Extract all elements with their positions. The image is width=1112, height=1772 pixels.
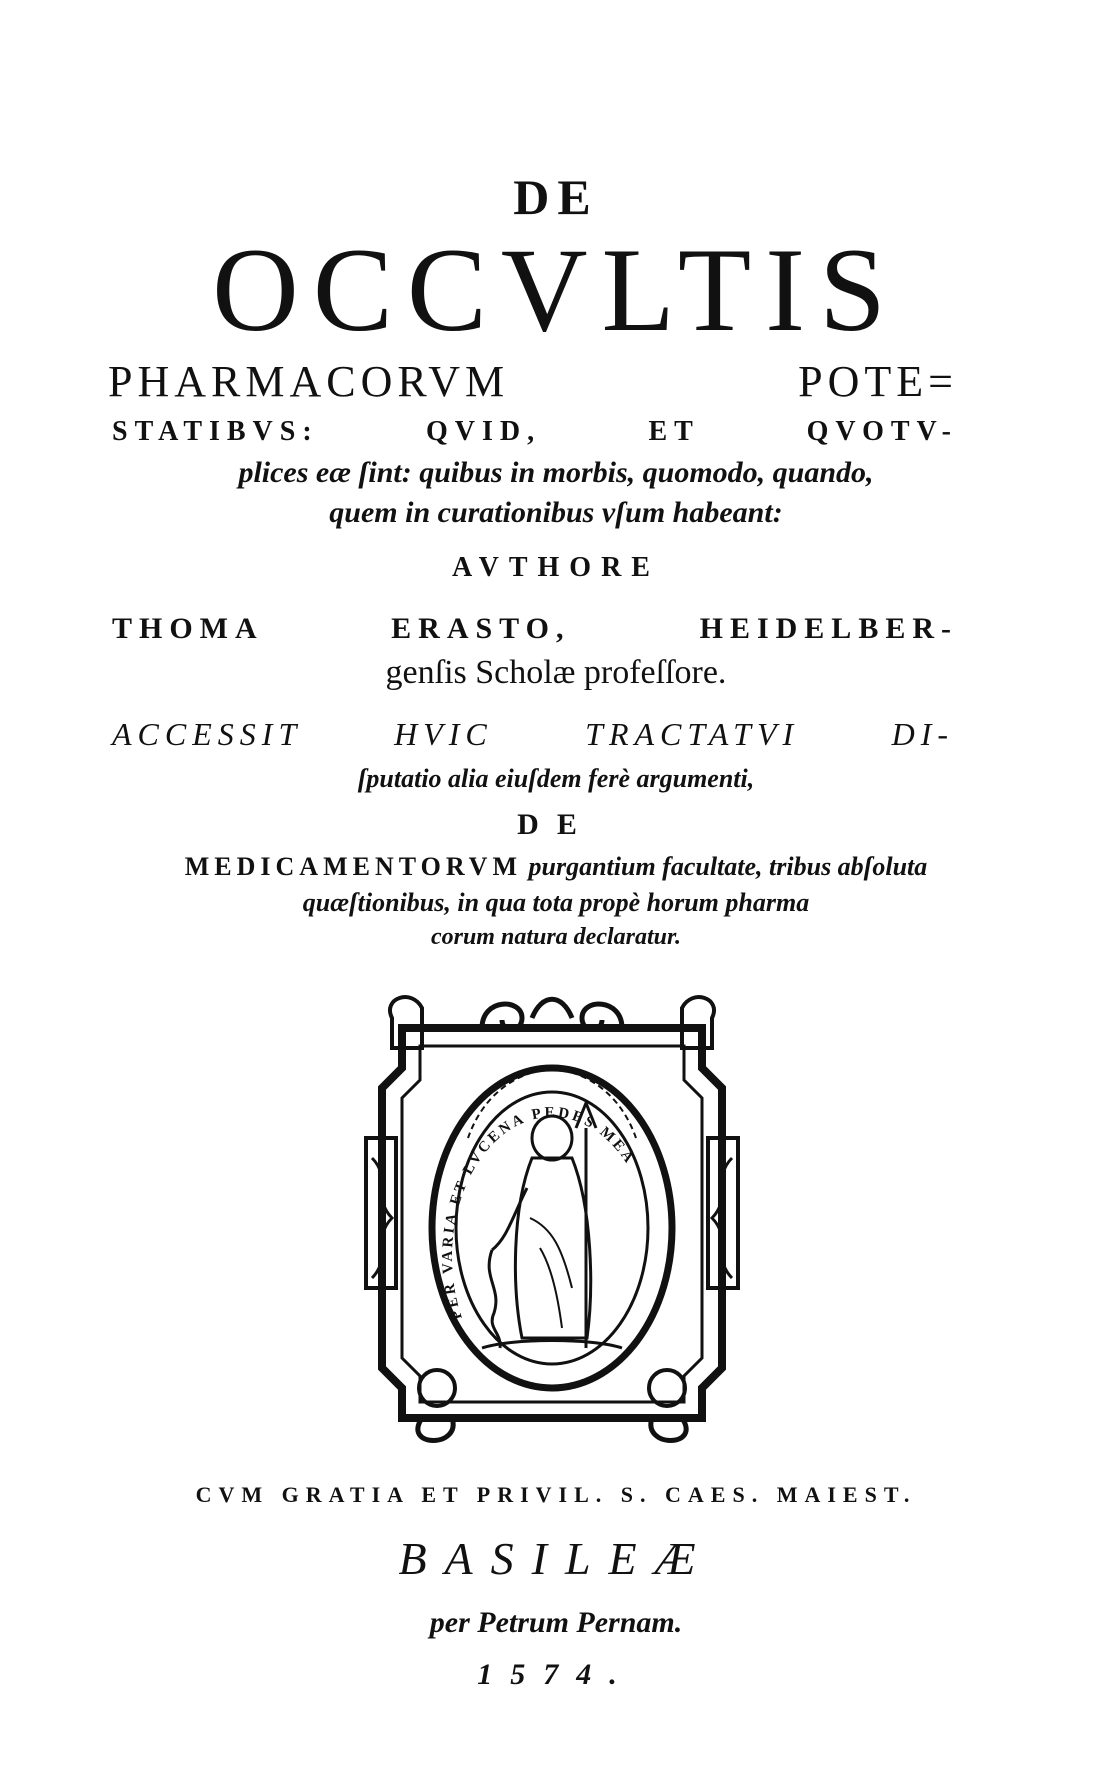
title-line-4: quem in curationibus vſum habeant: [329,496,783,529]
privilege-line: CVM GRATIA ET PRIVIL. S. CAES. MAIEST. [195,1482,917,1507]
addendum-line-3 [0,852,1112,882]
imprint-year: 1574. [477,1658,635,1691]
title-line-2: STATIBVS: QVID, ET QVOTV- [112,416,958,447]
author-label: AVTHORE [452,552,660,583]
device-motto: PER VARIA ET LVCENA PEDES MEA [439,1104,639,1322]
printers-device-woodcut [362,988,742,1448]
addendum-line-4: quæſtionibus, in qua tota propè horum pharma [302,888,810,917]
title-de: DE [513,169,599,225]
svg-text:PER VARIA ET LVCENA PEDES MEA [440,1105,638,1322]
title-occultis: OCCVLTIS [212,223,900,356]
addendum-line-3-caps: MEDICAMENTORVM [184,852,522,881]
author-role: genſis Scholæ profeſſore. [385,654,727,691]
imprint-printer: per Petrum Pernam. [429,1606,683,1639]
title-line-1: PHARMACORVM POTE= [108,357,958,406]
author-name: THOMA ERASTO, HEIDELBER- [112,612,958,645]
title-line-3: plices eæ ſint: quibus in morbis, quomodo, quando, [238,456,874,489]
imprint-place: BASILEÆ [398,1533,714,1584]
addendum-line-5: corum natura declaratur. [430,924,682,950]
addendum-line-2: ſputatio alia eiuſdem ferè argumenti, [357,764,755,793]
addendum-de: DE [517,808,595,841]
addendum-line-3-rest: purgantium facultate, tribus abſoluta [522,852,928,881]
addendum-line-1: ACCESSIT HVIC TRACTATVI DI- [112,716,954,752]
